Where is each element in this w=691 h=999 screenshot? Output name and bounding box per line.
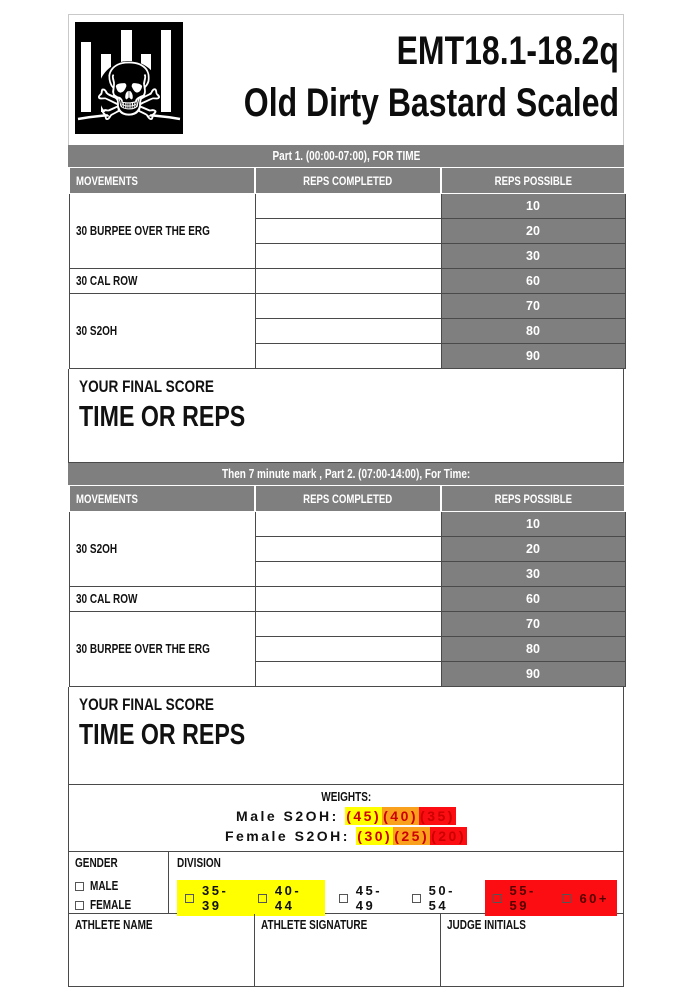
reps-possible-cell: 20	[441, 219, 625, 244]
division-option-40-44	[258, 883, 317, 913]
male-weights-row	[69, 808, 623, 825]
signature-row	[68, 914, 624, 987]
movement-cell	[69, 587, 255, 612]
athlete-name-field[interactable]	[69, 914, 255, 986]
division-option-55-59	[493, 883, 549, 913]
reps-possible-cell: 90	[441, 662, 625, 687]
final-score-label: YOUR FINAL SCORE	[79, 695, 215, 714]
division-option-label: 45-49	[355, 883, 383, 913]
weight-value: (20)	[431, 828, 467, 844]
judge-initials-field[interactable]	[441, 914, 623, 986]
part1-movements-table	[68, 167, 626, 369]
part2-final-score-box[interactable]	[68, 687, 624, 785]
division-option-35-39	[185, 883, 244, 913]
division-option-50-54	[412, 883, 471, 913]
part1-banner-text: Part 1. (00:00-07:00), FOR TIME	[272, 149, 420, 163]
movement-cell	[69, 294, 255, 369]
division-group	[177, 880, 325, 916]
weights-box	[68, 785, 624, 852]
reps-possible-cell: 30	[441, 244, 625, 269]
female-weights-row	[69, 828, 623, 845]
movement-cell	[69, 269, 255, 294]
reps-possible-cell: 30	[441, 562, 625, 587]
reps-completed-cell[interactable]	[255, 637, 441, 662]
gender-division-row	[68, 852, 624, 914]
weights-title: WEIGHTS:	[321, 790, 371, 804]
gender-option-label: FEMALE	[90, 898, 132, 912]
reps-possible-cell: 70	[441, 294, 625, 319]
column-header-reps-possible: REPS POSSIBLE	[441, 486, 625, 512]
movement-label: 30 CAL ROW	[75, 274, 137, 288]
movement-cell	[69, 612, 255, 687]
division-checkbox-55-59[interactable]	[493, 894, 502, 903]
reps-completed-cell[interactable]	[255, 294, 441, 319]
judge-initials-label: JUDGE INITIALS	[447, 918, 526, 932]
reps-completed-cell[interactable]	[255, 587, 441, 612]
division-checkbox-45-49[interactable]	[339, 894, 348, 903]
weight-value: (35)	[420, 808, 455, 824]
title-block	[150, 25, 619, 129]
weight-value: (40)	[383, 808, 419, 824]
athlete-signature-label: ATHLETE SIGNATURE	[261, 918, 368, 932]
gender-option-female	[75, 898, 168, 912]
weight-value: (30)	[357, 828, 393, 844]
column-header-movements: MOVEMENTS	[69, 486, 255, 512]
reps-possible-cell: 10	[441, 194, 625, 219]
reps-completed-cell[interactable]	[255, 319, 441, 344]
movement-label: 30 S2OH	[75, 542, 117, 556]
division-option-45-49	[339, 883, 398, 913]
male-checkbox[interactable]	[75, 882, 84, 891]
final-score-value: TIME OR REPS	[79, 719, 246, 751]
reps-possible-cell: 60	[441, 587, 625, 612]
column-header-reps-possible: REPS POSSIBLE	[441, 168, 625, 194]
column-header-movements: MOVEMENTS	[69, 168, 255, 194]
division-checkbox-60plus[interactable]	[562, 894, 571, 903]
movement-label: 30 S2OH	[75, 324, 117, 338]
reps-completed-cell[interactable]	[255, 662, 441, 687]
part1-banner	[68, 145, 624, 167]
weight-value: (45)	[346, 808, 382, 824]
male-weights-label: Male S2OH:	[236, 808, 339, 824]
reps-possible-cell: 10	[441, 512, 625, 537]
scorecard-sheet	[68, 14, 624, 987]
division-option-label: 60+	[579, 890, 609, 906]
athlete-signature-field[interactable]	[255, 914, 441, 986]
athlete-name-label: ATHLETE NAME	[75, 918, 153, 932]
reps-completed-cell[interactable]	[255, 194, 441, 219]
reps-possible-cell: 80	[441, 637, 625, 662]
reps-completed-cell[interactable]	[255, 344, 441, 369]
movement-label: 30 BURPEE OVER THE ERG	[75, 224, 210, 238]
gender-label: GENDER	[75, 856, 118, 870]
division-option-60plus	[562, 891, 609, 906]
reps-possible-cell: 70	[441, 612, 625, 637]
movement-label: 30 CAL ROW	[75, 592, 137, 606]
column-header-reps-completed: REPS COMPLETED	[255, 168, 441, 194]
movement-label: 30 BURPEE OVER THE ERG	[75, 642, 210, 656]
reps-completed-cell[interactable]	[255, 244, 441, 269]
movement-cell	[69, 194, 255, 269]
division-group	[485, 880, 617, 916]
female-weights-label: Female S2OH:	[224, 828, 350, 844]
part2-banner-text: Then 7 minute mark , Part 2. (07:00-14:00), For Time:	[221, 467, 471, 481]
reps-possible-cell: 20	[441, 537, 625, 562]
division-checkbox-35-39[interactable]	[185, 894, 194, 903]
division-option-label: 55-59	[509, 883, 536, 913]
gender-section	[69, 852, 169, 913]
division-option-label: 50-54	[428, 883, 455, 913]
column-header-reps-completed: REPS COMPLETED	[255, 486, 441, 512]
reps-completed-cell[interactable]	[255, 269, 441, 294]
part1-section	[68, 145, 624, 463]
weight-value: (25)	[394, 828, 430, 844]
division-checkbox-50-54[interactable]	[412, 894, 421, 903]
header	[68, 14, 624, 145]
reps-completed-cell[interactable]	[255, 537, 441, 562]
female-checkbox[interactable]	[75, 901, 84, 910]
reps-possible-cell: 90	[441, 344, 625, 369]
page-subtitle: Old Dirty Bastard Scaled	[243, 81, 619, 125]
gender-option-male	[75, 879, 168, 893]
part1-final-score-box[interactable]	[68, 369, 624, 463]
reps-possible-cell: 80	[441, 319, 625, 344]
gender-option-label: MALE	[90, 879, 119, 893]
reps-completed-cell[interactable]	[255, 562, 441, 587]
division-option-label: 40-44	[274, 883, 302, 913]
reps-possible-cell: 60	[441, 269, 625, 294]
part2-banner	[68, 463, 624, 485]
division-label: DIVISION	[177, 856, 221, 870]
reps-completed-cell[interactable]	[255, 512, 441, 537]
reps-completed-cell[interactable]	[255, 219, 441, 244]
reps-completed-cell[interactable]	[255, 612, 441, 637]
division-group	[331, 880, 479, 916]
division-option-label: 35-39	[202, 883, 229, 913]
part2-movements-table	[68, 485, 626, 687]
division-checkbox-40-44[interactable]	[258, 894, 267, 903]
division-section	[169, 852, 623, 913]
final-score-label: YOUR FINAL SCORE	[79, 377, 215, 396]
page-title: EMT18.1-18.2q	[396, 29, 619, 73]
skull-crossbones-glyph: ☠	[93, 46, 165, 134]
movement-cell	[69, 512, 255, 587]
final-score-value: TIME OR REPS	[79, 401, 246, 433]
part2-section	[68, 463, 624, 785]
